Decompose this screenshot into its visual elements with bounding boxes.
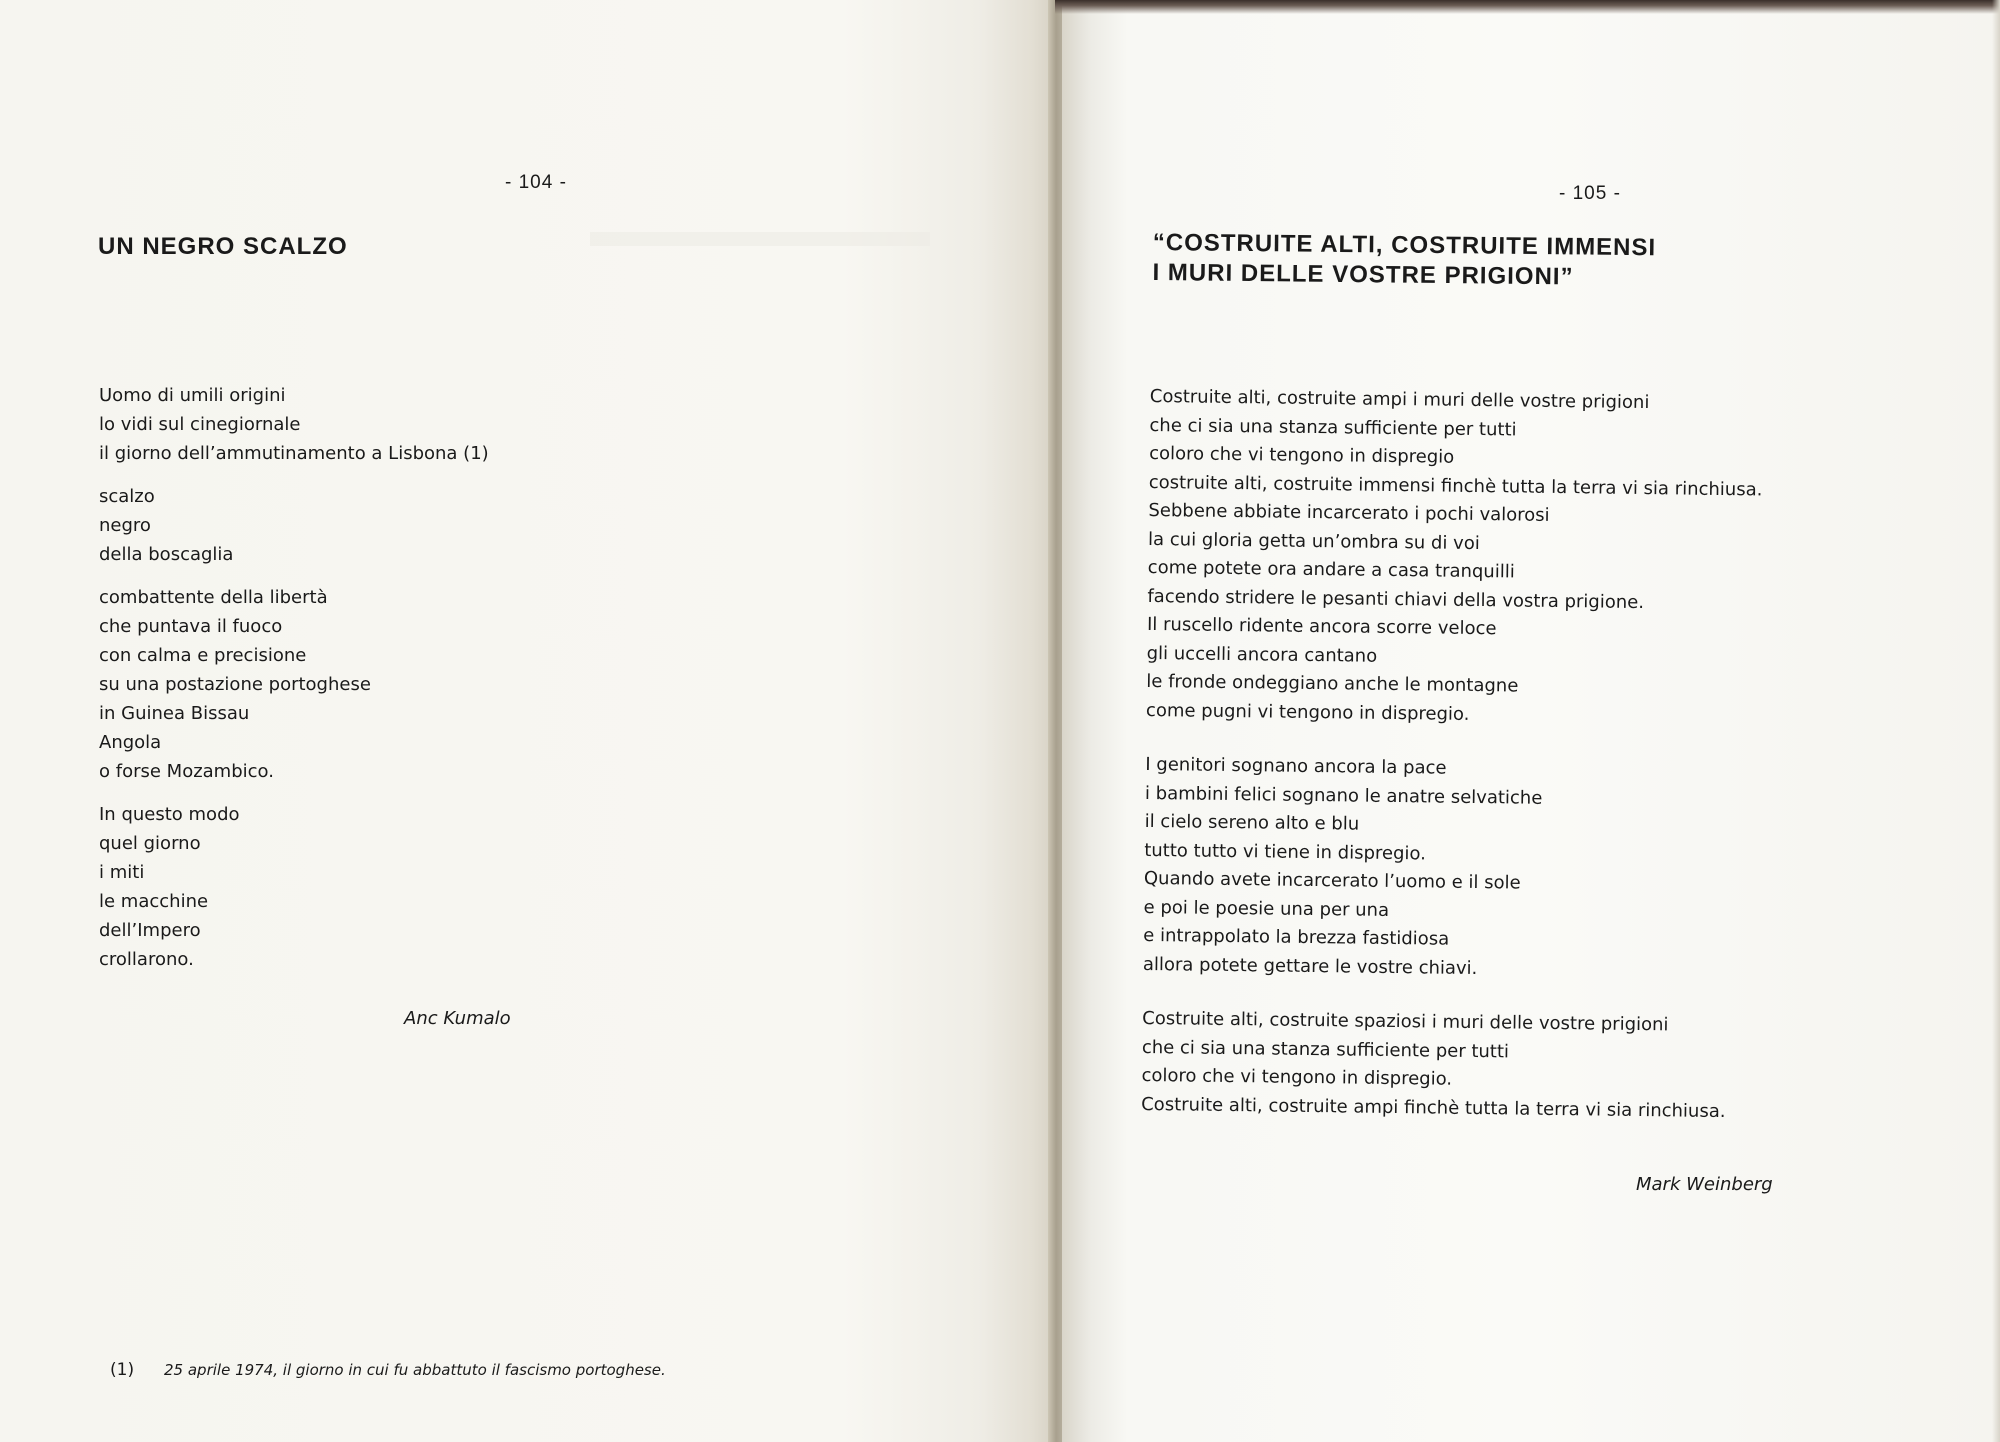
poem-line: le fronde ondeggiano anche le montagne <box>1146 670 1519 697</box>
poem-body <box>1141 383 1764 1152</box>
poem-line: combattente della libertà <box>99 587 328 608</box>
poem-line: Sebbene abbiate incarcerato i pochi valorosi <box>1148 499 1550 526</box>
poem-line: e poi le poesie una per una <box>1143 896 1390 921</box>
poem-body <box>99 381 489 988</box>
right-page <box>1062 0 2000 1442</box>
poem-line: Uomo di umili origini <box>99 385 286 406</box>
page-number: - 105 - <box>1559 183 1621 204</box>
poem-line: Costruite alti, costruite ampi finchè tutta la terra vi sia rinchiusa. <box>1141 1093 1726 1122</box>
poem-stanza <box>1143 751 1759 986</box>
poem-line: il cielo sereno alto e blu <box>1144 810 1360 835</box>
page-edge <box>1992 0 2000 1442</box>
poem-line: che ci sia una stanza sufficiente per tutti <box>1149 414 1517 440</box>
poem-line: come pugni vi tengono in dispregio. <box>1145 699 1470 725</box>
footnote-text: 25 aprile 1974, il giorno in cui fu abbattuto il fascismo portoghese. <box>164 1361 666 1379</box>
poem-line: della boscaglia <box>99 544 234 565</box>
poem-title-line: “COSTRUITE ALTI, COSTRUITE IMMENSI <box>1152 228 1657 262</box>
poem-line: Angola <box>99 732 162 753</box>
poem-stanza <box>99 800 489 974</box>
poem-title <box>1152 228 1656 293</box>
poem-title-line: I MURI DELLE VOSTRE PRIGIONI” <box>1152 258 1574 291</box>
poem-line: su una postazione portoghese <box>99 674 371 695</box>
poem-line: Il ruscello ridente ancora scorre veloce <box>1146 613 1497 640</box>
poem-line: quel giorno <box>99 833 201 854</box>
poem-author: Anc Kumalo <box>404 1008 511 1029</box>
poem-line: i bambini felici sognano le anatre selvatiche <box>1144 782 1543 809</box>
poem-line: crollarono. <box>99 949 194 970</box>
poem-stanza <box>99 482 489 569</box>
poem-stanza <box>1141 1005 1756 1126</box>
poem-line: le macchine <box>99 891 209 912</box>
poem-line: e intrappolato la brezza fastidiosa <box>1143 924 1450 950</box>
footnote <box>110 1360 666 1380</box>
poem-line: con calma e precisione <box>99 645 307 666</box>
page-top-shadow <box>1055 0 2000 14</box>
poem-line: il giorno dell’ammutinamento a Lisbona (1) <box>99 443 489 464</box>
poem-line: I genitori sognano ancora la pace <box>1145 753 1447 779</box>
poem-line: Costruite alti, costruite ampi i muri delle vostre prigioni <box>1149 385 1650 414</box>
poem-author: Mark Weinberg <box>1636 1174 1773 1195</box>
poem-line: come potete ora andare a casa tranquilli <box>1147 556 1515 583</box>
poem-line: Quando avete incarcerato l’uomo e il sole <box>1143 867 1521 894</box>
poem-line: o forse Mozambico. <box>99 761 274 782</box>
bleed-through-shadow <box>590 232 930 246</box>
poem-stanza <box>1146 383 1764 732</box>
poem-line: allora potete gettare le vostre chiavi. <box>1142 953 1478 979</box>
poem-line: tutto tutto vi tiene in dispregio. <box>1144 839 1427 864</box>
poem-line: negro <box>99 515 151 536</box>
page-number: - 104 - <box>505 172 567 193</box>
poem-line: dell’Impero <box>99 920 201 941</box>
poem-stanza <box>99 381 489 468</box>
poem-line: costruite alti, costruite immensi finchè tutta la terra vi sia rinchiusa. <box>1148 471 1763 500</box>
footnote-marker: (1) <box>110 1360 135 1380</box>
poem-title: UN NEGRO SCALZO <box>98 233 348 260</box>
poem-line: i miti <box>99 862 145 883</box>
poem-stanza <box>99 583 489 786</box>
poem-line: facendo stridere le pesanti chiavi della vostra prigione. <box>1147 585 1645 613</box>
poem-line: In questo modo <box>99 804 240 825</box>
poem-line: che puntava il fuoco <box>99 616 283 637</box>
poem-line: che ci sia una stanza sufficiente per tutti <box>1141 1036 1510 1062</box>
poem-line: la cui gloria getta un’ombra su di voi <box>1147 528 1480 554</box>
poem-line: scalzo <box>99 486 155 507</box>
poem-line: gli uccelli ancora cantano <box>1146 642 1378 667</box>
poem-line: coloro che vi tengono in dispregio <box>1149 442 1455 468</box>
poem-line: in Guinea Bissau <box>99 703 250 724</box>
poem-line: Costruite alti, costruite spaziosi i muri delle vostre prigioni <box>1142 1007 1669 1036</box>
poem-line: lo vidi sul cinegiornale <box>99 414 301 435</box>
poem-line: coloro che vi tengono in dispregio. <box>1141 1064 1453 1090</box>
